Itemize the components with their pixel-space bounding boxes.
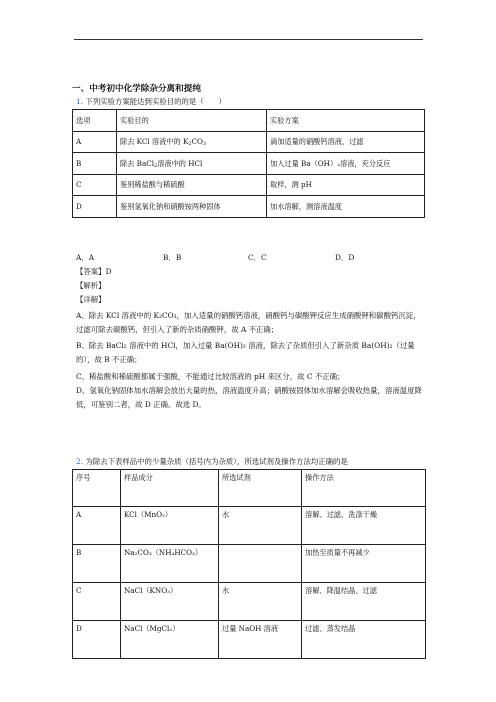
- option-cell: B: [73, 545, 121, 583]
- question-number: 1.: [76, 97, 84, 106]
- detail-a: A、除去 KCl 溶液中的 K₂CO₃，加入适量的硝酸钙溶液，硝酸钙与碳酸钾反应生成硝酸钾和碳酸钙沉淀，过滤可除去碳酸钙，但引入了新的杂质硝酸钾，故 A 不正确；: [76, 311, 421, 334]
- option-cell: D: [73, 196, 117, 218]
- reagent-cell: [219, 545, 302, 583]
- option-cell: C: [73, 174, 117, 196]
- option-cell: B: [73, 153, 117, 175]
- reagent-cell: 水: [219, 507, 302, 545]
- method-cell: 溶解、过滤、洗涤干燥: [302, 507, 426, 545]
- option-cell: D: [73, 621, 121, 659]
- plan-cell: 加入过量 Ba（OH）₂溶液，充分反应: [267, 153, 425, 175]
- detail-label: 【详解】: [76, 295, 106, 304]
- sample-cell: Na₂CO₃（NH₄HCO₃）: [121, 545, 219, 583]
- table-header: 实验方案: [267, 110, 425, 132]
- table-row: [73, 196, 425, 218]
- analysis-label: 【解析】: [76, 281, 106, 290]
- sample-cell: NaCl（MgCl₂）: [121, 621, 219, 659]
- table-header: 序号: [73, 470, 121, 507]
- choice-b: B．B: [163, 253, 182, 262]
- goal-cell: 除去 KCl 溶液中的 $K_2CO_3$: [117, 131, 267, 153]
- table-header: 选项: [73, 110, 117, 132]
- reagent-cell: 水: [219, 583, 302, 621]
- question-2-stem: [76, 457, 348, 466]
- method-cell: 溶解、降温结晶、过滤: [302, 583, 426, 621]
- table-row: [73, 153, 425, 175]
- question-number: 2.: [76, 457, 84, 466]
- header-rule: [74, 39, 423, 40]
- question-1-table: [72, 109, 425, 218]
- question-2-table: [72, 469, 426, 659]
- option-cell: C: [73, 583, 121, 621]
- choice-d: D．D: [335, 253, 355, 262]
- table-header: 样品成分: [121, 470, 219, 507]
- table-row: [73, 507, 426, 545]
- choice-a: A．A: [76, 253, 95, 262]
- choice-c: C．C: [248, 253, 267, 262]
- option-cell: A: [73, 131, 117, 153]
- table-header: 所选试剂: [219, 470, 302, 507]
- sample-cell: KCl（MnO₂）: [121, 507, 219, 545]
- reagent-cell: 过量 NaOH 溶液: [219, 621, 302, 659]
- method-cell: 过滤、蒸发结晶: [302, 621, 426, 659]
- table-row: [73, 545, 426, 583]
- plan-cell: 滴加适量的硝酸钙溶液，过滤: [267, 131, 425, 153]
- section-title: 一、中考初中化学除杂分离和提纯: [72, 84, 201, 94]
- plan-cell: 加水溶解，测溶液温度: [267, 196, 425, 218]
- question-1-stem: [76, 97, 226, 106]
- method-cell: 加热至质量不再减少: [302, 545, 426, 583]
- table-row: [73, 583, 426, 621]
- detail-b: B、除去 BaCl₂ 溶液中的 HCl，加入过量 Ba(OH)₂ 溶液，除去了杂质但引入了新杂质 Ba(OH)₂（过量的），故 B 不正确；: [76, 341, 415, 364]
- table-row: [73, 621, 426, 659]
- detail-d: D、氢氧化钠固体加水溶解会放出大量的热，溶液温度升高；硝酸铵固体加水溶解会吸收热量，溶液温度降低，可鉴别二者，故 D 正确。故选 D。: [76, 386, 422, 409]
- option-cell: A: [73, 507, 121, 545]
- question-text: 下列实验方案能达到实验目的的是（ ）: [85, 97, 226, 106]
- answer-line: 【答案】D: [76, 267, 112, 276]
- table-row: [73, 174, 425, 196]
- goal-cell: 除去 BaCl$_2$溶液中的 HCl: [117, 153, 267, 175]
- table-row: [73, 131, 425, 153]
- goal-cell: 鉴别稀盐酸与稀硫酸: [117, 174, 267, 196]
- detail-c: C、稀盐酸和稀硫酸都属于强酸，不能通过比较溶液的 pH 来区分，故 C 不正确；: [76, 372, 345, 381]
- plan-cell: 取样，测 pH: [267, 174, 425, 196]
- table-header: 实验目的: [117, 110, 267, 132]
- sample-cell: NaCl（KNO₃）: [121, 583, 219, 621]
- question-text: 为除去下表样品中的少量杂质（括号内为杂质），所选试剂及操作方法均正确的是: [85, 457, 348, 466]
- goal-cell: 鉴别氢氧化钠和硝酸铵两种固体: [117, 196, 267, 218]
- table-header: 操作方法: [302, 470, 426, 507]
